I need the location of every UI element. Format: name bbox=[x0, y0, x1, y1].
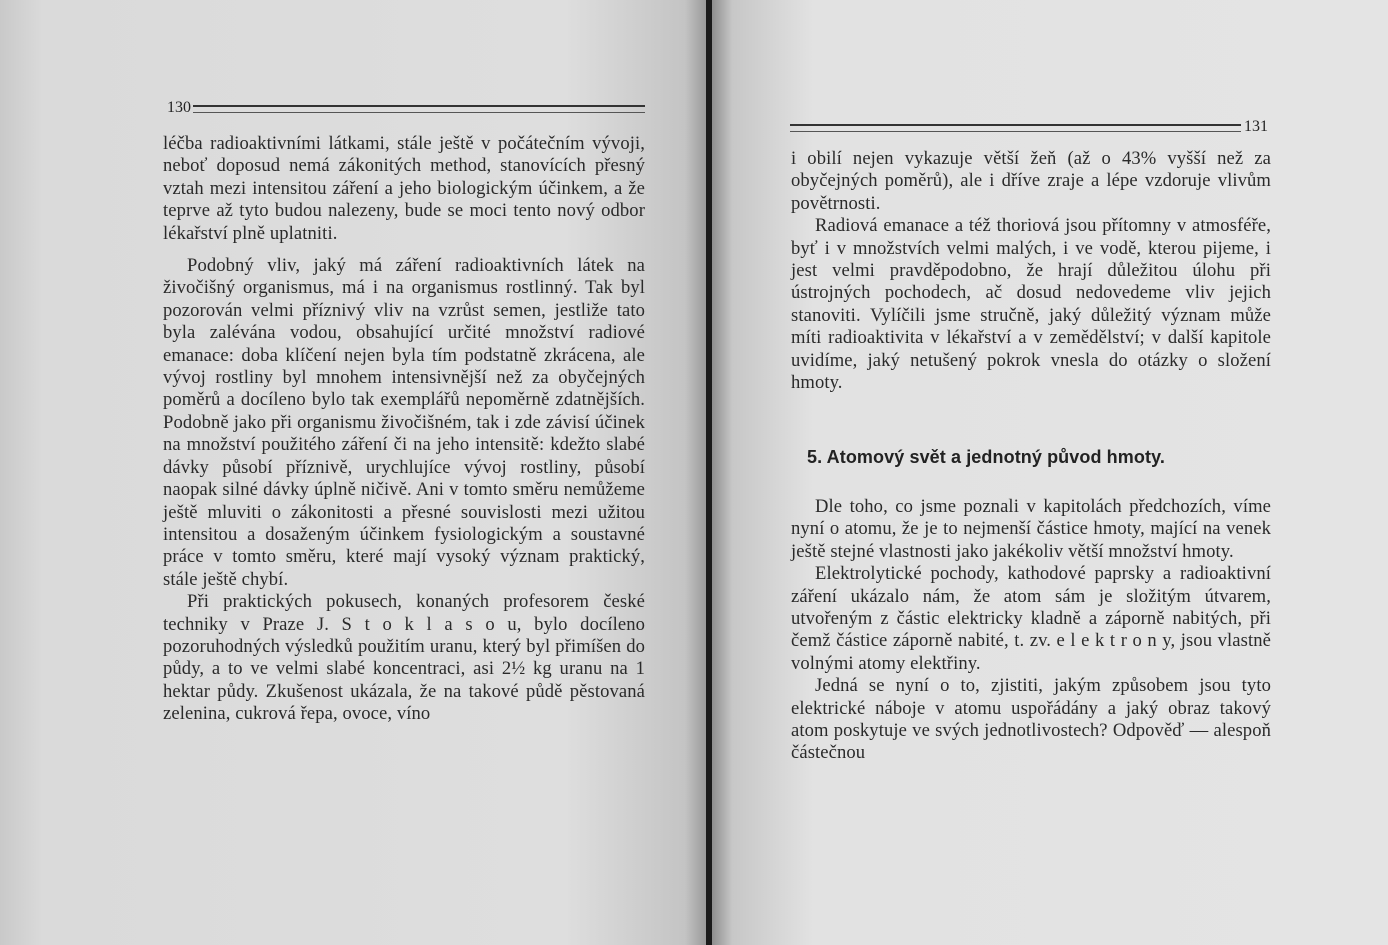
right-page bbox=[712, 0, 1388, 945]
left-page-body bbox=[163, 133, 645, 726]
section-heading: 5. Atomový svět a jednotný původ hmoty. bbox=[807, 447, 1165, 468]
paragraph: léčba radioaktivními látkami, stále ještě v počátečním vývoji, neboť doposud nemá zákonitých method, stanovících přesný vztah mezi intensitou záření a jeho biologickým účinkem, a že teprve až tyto budou nalezeny, bude se moci tento nový odbor lékařství plně uplatniti. bbox=[163, 133, 645, 244]
page-number: 131 bbox=[1244, 118, 1268, 135]
paragraph: Radiová emanace a též thoriová jsou přítomny v atmosféře, byť i v množstvích velmi malých, i ve vodě, kterou pijeme, i jest velmi pravděpodobno, že hrají důležitou úlohu při ústrojných pochodech, ač dosud nedovedeme vliv jejich stanoviti. Vylíčili jsme stručně, jaký důležitý význam může míti radioaktivita v lékařství a v zemědělství; v další kapitole uvidíme, jaký netušený pokrok vnesla do otázky o složení hmoty. bbox=[791, 215, 1271, 394]
paragraph: Dle toho, co jsme poznali v kapitolách předchozích, víme nyní o atomu, že je to nejmenší částice hmoty, mající na venek ještě stejné vlastnosti jako jakékoliv větší množství hmoty. bbox=[791, 495, 1271, 562]
paragraph: Jedná se nyní o to, zjistiti, jakým způsobem jsou tyto elektrické náboje v atomu uspořádány a jaký obraz takový atom poskytuje ve svých jednotlivostech? Odpověď — alespoň částečnou bbox=[791, 675, 1271, 764]
header-rule bbox=[193, 105, 645, 113]
paragraph: Při praktických pokusech, konaných profesorem české techniky v Praze J. S t o k l a s o u, bylo docíleno pozoruhodných výsledků použitím uranu, který byl přimíšen do půdy, a to ve velmi slabé koncentraci, asi 2½ kg uranu na 1 hektar půdy. Zkušenost ukázala, že na takové půdě pěstovaná zelenina, cukrová řepa, ovoce, víno bbox=[163, 591, 645, 725]
header-rule bbox=[790, 124, 1241, 132]
paragraph: Podobný vliv, jaký má záření radioaktivních látek na živočišný organismus, má i na organismus rostlinný. Tak byl pozorován velmi příznivý vliv na vzrůst semen, jestliže tato byla zalévána vodou, obsahující určité množství radiové emanace: doba klíčení nejen byla tím podstatně zkrácena, ale vývoj rostliny byl mnohem intensivnější než za obyčejných poměrů a docíleno bylo tak exemplářů nepoměrně zdatnějších. Podobně jako při organismu živočišném, tak i zde závisí účinek na množství použitého záření či na jeho intensitě: kdežto slabé dávky působí příznivě, urychlujíce vývoj rostliny, působí naopak silné dávky úplně ničivě. Ani v tomto směru nemůžeme ještě mluviti o zákonitosti a přesné souvislosti mezi užitou intensitou a dosaženým účinkem fysiologickým a soustavné práce v tomto směru, které mají vysoký význam praktický, stále ještě chybí. bbox=[163, 255, 645, 590]
paragraph: Elektrolytické pochody, kathodové paprsky a radioaktivní záření ukázalo nám, že atom sám je složitým útvarem, utvořeným z částic elektricky kladně a záporně nabitých, při čemž částice záporně nabité, t. zv. e l e k t r o n y, jsou vlastně volnými atomy elektřiny. bbox=[791, 563, 1271, 674]
page-number: 130 bbox=[167, 99, 191, 116]
paragraph: i obilí nejen vykazuje větší žeň (až o 43% vyšší než za obyčejných poměrů), ale i dříve zraje a lépe vzdoruje vlivům povětrnosti. bbox=[791, 148, 1271, 214]
left-page-header bbox=[167, 99, 645, 117]
right-page-header bbox=[790, 118, 1268, 136]
right-page-body bbox=[791, 148, 1271, 765]
